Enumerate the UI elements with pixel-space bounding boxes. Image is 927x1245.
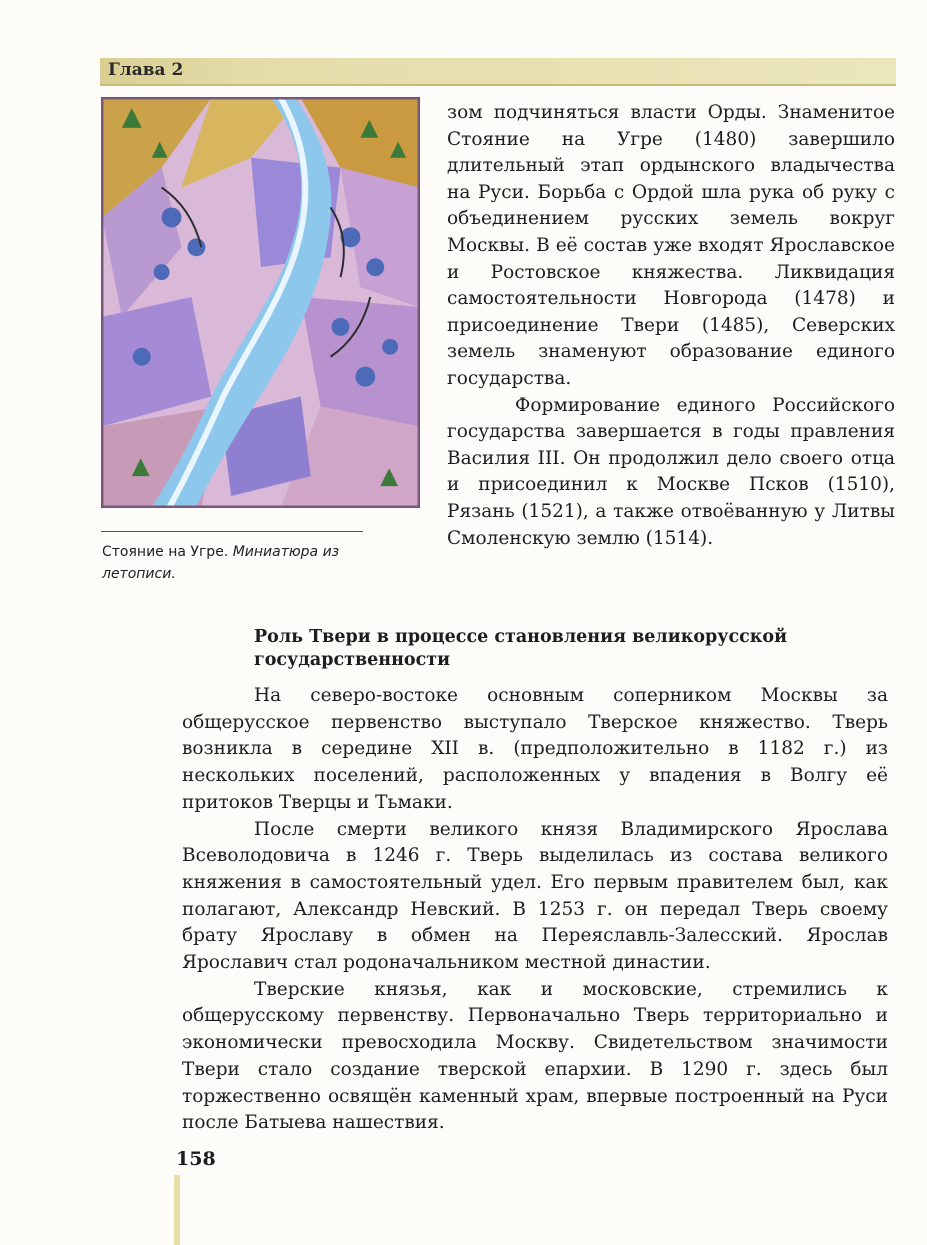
miniature-illustration xyxy=(101,97,420,508)
caption-source: Миниатюра из летописи. xyxy=(102,544,340,582)
section-heading: Роль Твери в процессе становления великорусской государственности xyxy=(254,627,788,670)
caption-divider xyxy=(101,531,363,532)
caption-title: Стояние на Угре. xyxy=(102,544,233,560)
paragraph: Формирование единого Российского государства завершается в годы правления Василия III. Он продолжил дело своего отца и присоединил к Москве Псков (1510), Рязань (1521), а также отвоёванную у Литвы Смоленскую землю (1514). xyxy=(447,394,895,549)
paragraph: На северо-востоке основным соперником Москвы за общерусское первенство выступало Тверское княжество. Тверь возникла в середине XII в. (предположительно в 1182 г.) из нескольких поселений, расположенных у впадения в Волгу её притоков Тверцы и Тьмаки. xyxy=(182,685,888,813)
margin-strip xyxy=(174,1175,180,1245)
paragraph: После смерти великого князя Владимирского Ярослава Всеволодовича в 1246 г. Тверь выделилась из состава великого княжения в самостоятельный удел. Его первым правителем был, как полагают, Александр Невский. В 1253 г. он передал Тверь своему брату Ярославу в обмен на Переяславль-Залесский. Ярослав Ярославич стал родоначальником местной династии. xyxy=(182,818,888,974)
paragraph: Тверские князья, как и московские, стремились к общерусскому первенству. Первоначально Тверь территориально и экономически превосходила Москву. Свидетельством значимости Твери стало создание тверской епархии. В 1290 г. здесь был торжественно освящён каменный храм, впервые построенный на Руси после Батыева нашествия. xyxy=(182,978,888,1134)
paragraph: зом подчиняться власти Орды. Знаменитое Стояние на Угре (1480) завершило длительный этап ордынского владычества на Руси. Борьба с Ордой шла рука об руку с объединением русских земель вокруг Москвы. В её состав уже входят Ярославское и Ростовское княжества. Ликвидация самостоятельности Новгорода (1478) и присоединение Твери (1485), Северских земель знаменуют образование единого государства. xyxy=(447,102,895,389)
page-number: 158 xyxy=(176,1148,216,1170)
right-text-column xyxy=(447,100,895,552)
figure-caption xyxy=(102,541,372,585)
miniature-painting xyxy=(102,98,419,507)
section-body xyxy=(182,683,888,1137)
chapter-label: Глава 2 xyxy=(108,60,184,80)
chapter-header-bar xyxy=(100,58,896,86)
